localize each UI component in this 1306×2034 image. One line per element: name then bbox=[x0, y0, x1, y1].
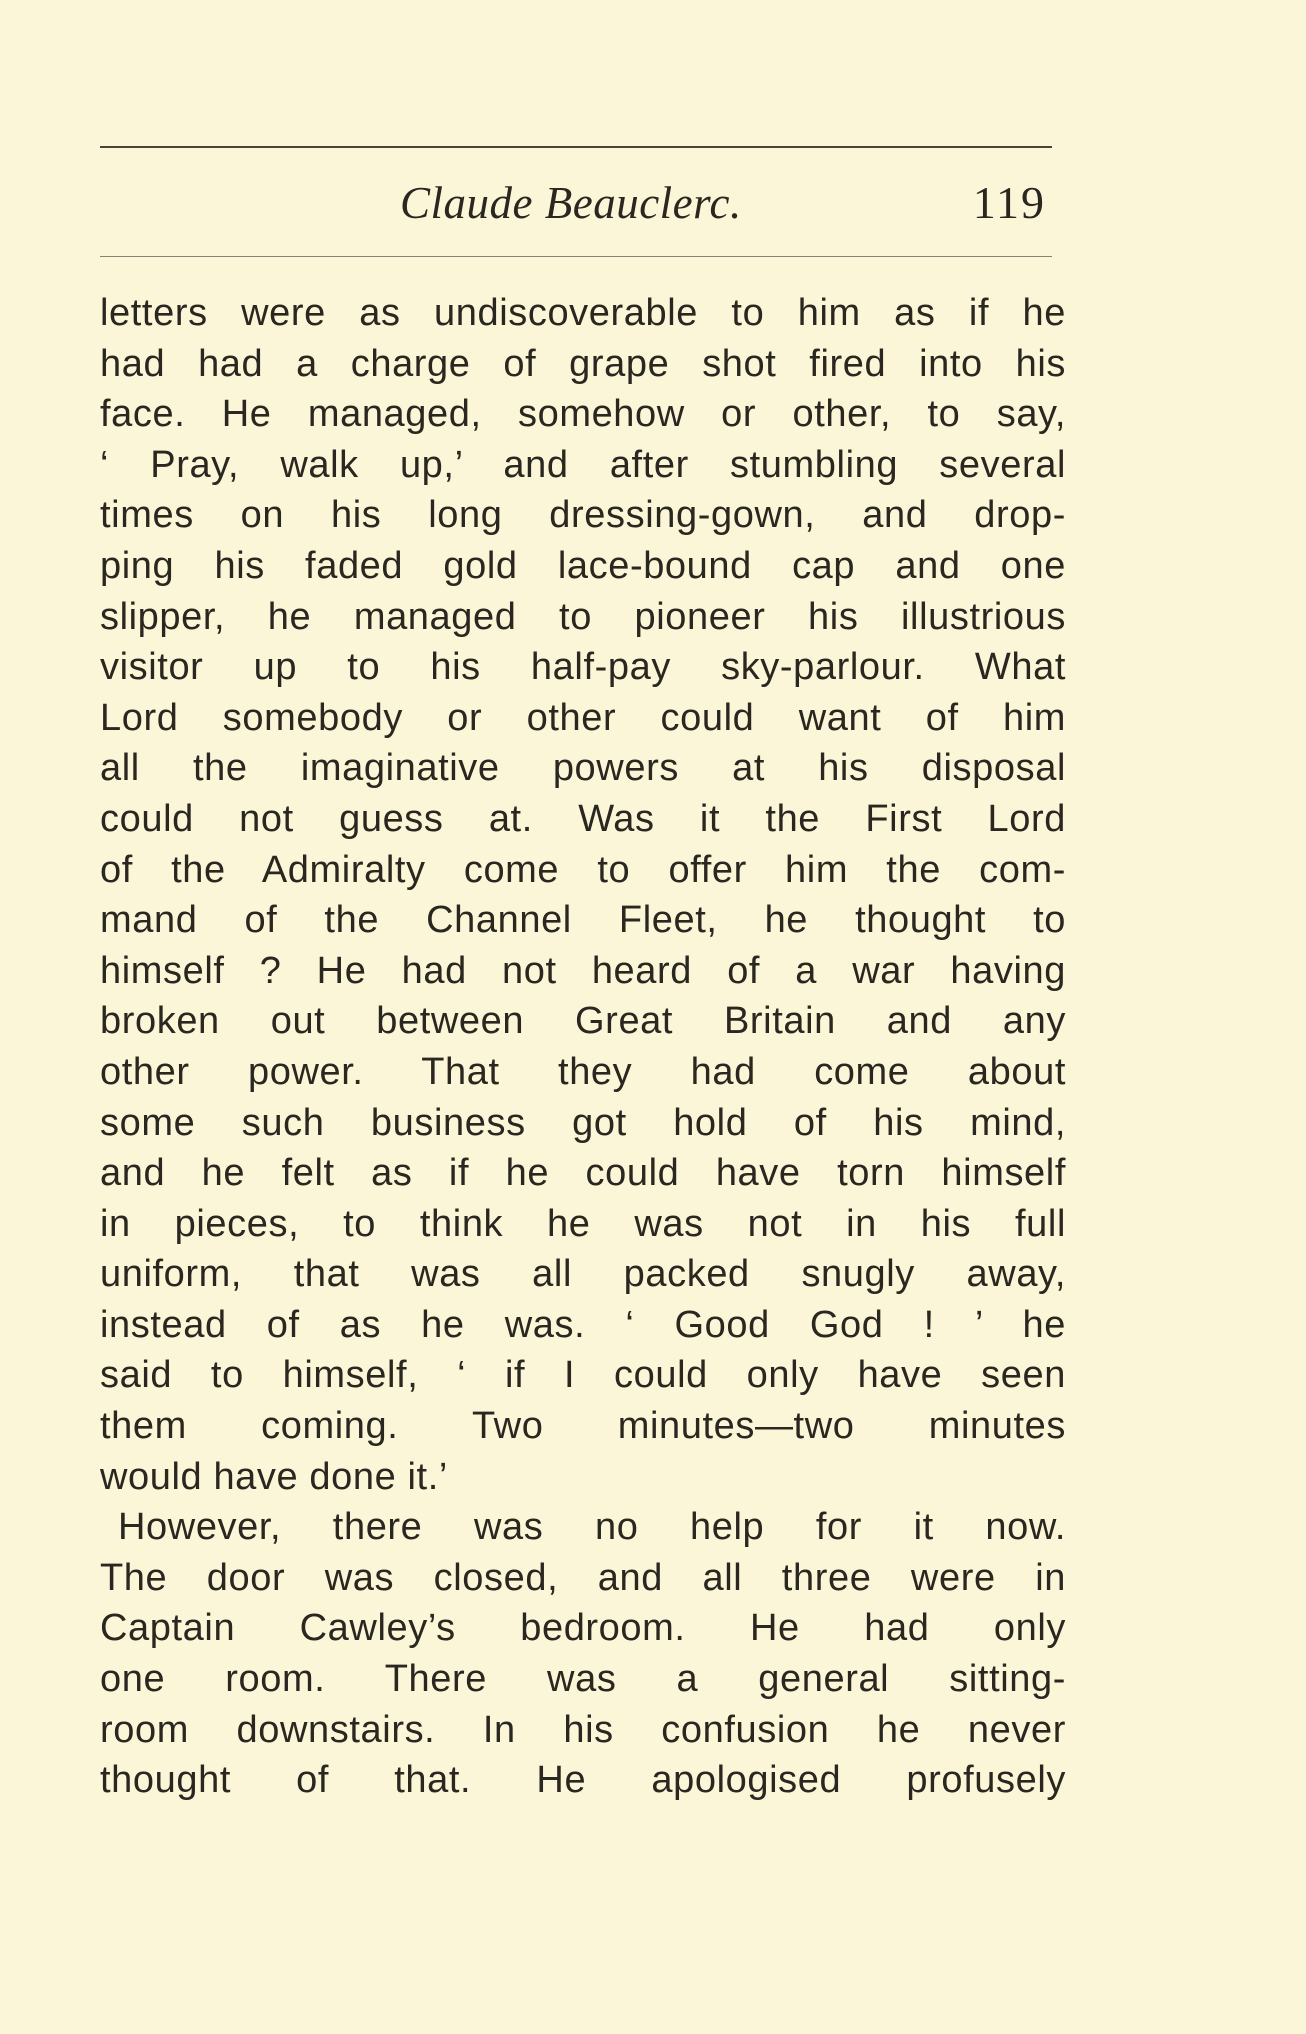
text-line: could not guess at. Was it the First Lord bbox=[100, 797, 1066, 840]
text-line: letters were as undiscoverable to him as if he bbox=[100, 292, 1066, 334]
text-line: all the imaginative powers at his disposal bbox=[100, 747, 1066, 790]
text-line-paragraph-start: However, there was no help for it now. bbox=[118, 1506, 1066, 1549]
text-line: visitor up to his half-pay sky-parlour. What bbox=[100, 646, 1066, 689]
text-line: some such business got hold of his mind, bbox=[100, 1101, 1066, 1144]
header-rule-bottom bbox=[100, 256, 1052, 257]
text-line: and he felt as if he could have torn himself bbox=[100, 1152, 1066, 1195]
text-line: face. He managed, somehow or other, to say, bbox=[100, 393, 1066, 436]
text-line: in pieces, to think he was not in his full bbox=[100, 1202, 1066, 1245]
text-line: Captain Cawley’s bedroom. He had only bbox=[100, 1607, 1066, 1650]
text-line-paragraph-end: would have done it.’ bbox=[100, 1455, 448, 1498]
text-line: of the Admiralty come to offer him the com- bbox=[100, 848, 1066, 891]
text-line: broken out between Great Britain and any bbox=[100, 1000, 1066, 1043]
text-line: thought of that. He apologised profusely bbox=[100, 1759, 1066, 1802]
text-line: instead of as he was. ‘ Good God ! ’ he bbox=[100, 1303, 1066, 1346]
text-line: slipper, he managed to pioneer his illustrious bbox=[100, 595, 1066, 638]
running-head bbox=[100, 168, 1052, 238]
header-rule-top bbox=[100, 146, 1052, 148]
text-line: himself ? He had not heard of a war having bbox=[100, 949, 1066, 992]
body-text bbox=[100, 288, 1066, 1806]
text-line: mand of the Channel Fleet, he thought to bbox=[100, 899, 1066, 942]
text-line: The door was closed, and all three were in bbox=[100, 1556, 1066, 1599]
page-number: 119 bbox=[972, 177, 1046, 228]
text-line: times on his long dressing-gown, and drop- bbox=[100, 494, 1066, 537]
text-line: other power. That they had come about bbox=[100, 1050, 1066, 1093]
text-line: ping his faded gold lace-bound cap and one bbox=[100, 544, 1066, 587]
text-line: had had a charge of grape shot fired into his bbox=[100, 342, 1066, 385]
text-line: said to himself, ‘ if I could only have seen bbox=[100, 1354, 1066, 1397]
running-title: Claude Beauclerc. bbox=[400, 178, 742, 228]
text-line: one room. There was a general sitting- bbox=[100, 1658, 1066, 1701]
text-line: them coming. Two minutes—two minutes bbox=[100, 1405, 1066, 1448]
text-line: Lord somebody or other could want of him bbox=[100, 696, 1066, 739]
text-line: ‘ Pray, walk up,’ and after stumbling several bbox=[100, 443, 1066, 486]
text-line: uniform, that was all packed snugly away, bbox=[100, 1253, 1066, 1296]
text-line: room downstairs. In his confusion he never bbox=[100, 1708, 1066, 1751]
